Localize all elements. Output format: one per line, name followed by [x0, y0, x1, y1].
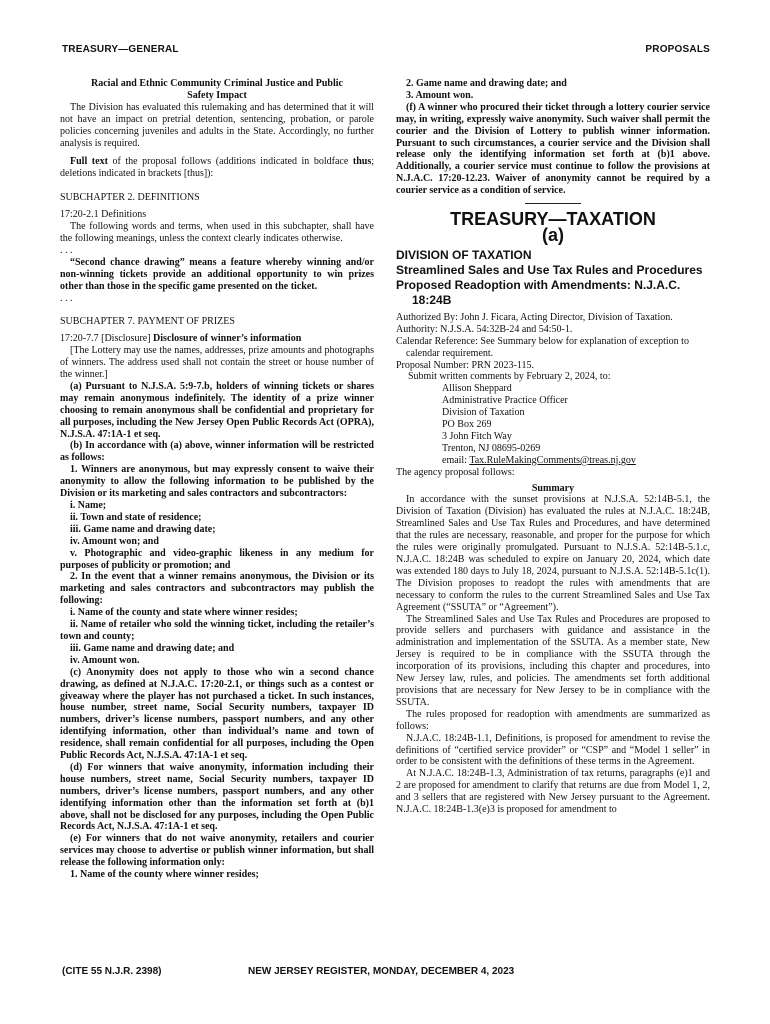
address-line: Trenton, NJ 08695-0269 [442, 442, 541, 454]
paragraph-b: (b) In accordance with (a) above, winner information will be restricted as follows: [60, 440, 374, 464]
email-line [396, 455, 710, 467]
full-text-end: ; deletions indicated in brackets [thus]): [60, 156, 374, 180]
section-divider [525, 203, 581, 204]
submit-comments: Submit written comments by February 2, 2024, to: [408, 371, 611, 383]
paragraph-a: (a) Pursuant to N.J.S.A. 5:9-7.b, holders of winning tickets or shares may remain anonymous indefinitely. The identity of a prize winner choosing to remain anonymous shall be confidential and proprietary for all purposes, including the New Jersey Open Public Records Act (OPRA), N.J.S.A. 47:1A-1 et seq. [60, 380, 374, 440]
subchapter-2-heading: SUBCHAPTER 2. DEFINITIONS [60, 192, 200, 204]
address-line: Administrative Practice Officer [442, 395, 568, 407]
list-item: ii. Town and state of residence; [70, 511, 202, 523]
summary-paragraph: In accordance with the sunset provisions at N.J.S.A. 52:14B-5.1, the Division of Taxation (Division) has evaluated the rules at N.J.A.C. 18:24B, Streamlined Sales and Use Tax Rules and Procedures, and have determined that the rules are necessary, reasonable, and proper for the purpose for which the rules were originally promulgated. Pursuant to N.J.S.A. 52:14B-5.1.c, N.J.A.C. 18:24B was scheduled to expire on January 20, 2024, which date was extended 180 days to July 18, 2024, pursuant to N.J.S.A. 52:14B-5.1c(1). The Division proposes to readopt the rules with amendments that are necessary to conform the rules to the current Streamlined Sales and Use Tax Agreement (“SSUTA” or “Agreement”). [396, 494, 710, 613]
paragraph-e: (e) For winners that do not waive anonymity, retailers and courier services may choose to advertise or publish winner information, but shall release the following information only: [60, 833, 374, 869]
full-text-label: Full text [70, 156, 108, 168]
section-2-1-heading: 17:20-2.1 Definitions [60, 209, 147, 221]
list-item: i. Name; [70, 500, 107, 511]
paragraph-d: (d) For winners that waive anonymity, information including their house numbers, street name, Social Security numbers, taxpayer ID numbers, driver’s license numbers, passport numbers, and any other identifying information other than the information set forth at (b)1 above, shall not be disclosed for any purposes, including the Open Public Records Act, N.J.S.A. 47:1A-1 et seq. [60, 761, 374, 833]
summary-paragraph: The Streamlined Sales and Use Tax Rules and Procedures are proposed to provide sellers and purchasers with guidance and assistance in the administration and implementation of the SSUTA. As a member state, New Jersey is required to be in compliance with the SSUTA through the incorporation of its provisions, including this chapter and procedures, into New Jersey law, rules, and policies. The amendments set forth additional provisions that are necessary for New Jersey to be in compliance with the SSUTA. [396, 613, 710, 708]
authority: Authority: N.J.S.A. 54:32B-24 and 54:50-1. [396, 323, 573, 335]
paragraph-e2: 2. Game name and drawing date; and [406, 78, 567, 89]
list-item: iv. Amount won. [70, 654, 140, 666]
proposal-number: Proposal Number: PRN 2023-115. [396, 359, 534, 371]
address-line: Allison Sheppard [442, 383, 512, 395]
notice-letter: (a) [542, 224, 564, 245]
summary-paragraph: At N.J.A.C. 18:24B-1.3, Administration of tax returns, paragraphs (e)1 and 2 are proposed for amendment to clarify that returns are due from Model 1, 2, and 3 sellers that are registered with New Jersey pursuant to the Agreement. N.J.A.C. 18:24B-1.3(e)3 is proposed for amendment to [396, 768, 710, 816]
address-line: PO Box 269 [442, 419, 492, 431]
address-line: Division of Taxation [442, 407, 525, 419]
section-7-7-title: Disclosure of winner’s information [153, 333, 302, 345]
bracketed-deletion: [The Lottery may use the names, addresses, prize amounts and photographs of winners. The address used shall not contain the street or house number of the winner.] [60, 345, 374, 381]
rules-title: Streamlined Sales and Use Tax Rules and Procedures [396, 262, 703, 277]
summary-paragraph: N.J.A.C. 18:24B-1.1, Definitions, is proposed for amendment to revise the definitions of “certified service provider” or “CSP” and “Model 1 seller” in order to be consistent with the definitions of these terms in the Agreement. [396, 732, 710, 768]
summary-paragraph: The rules proposed for readoption with amendments are summarized as follows: [396, 708, 710, 732]
section-7-7-prefix: 17:20-7.7 [Disclosure] [60, 333, 154, 345]
list-item: iii. Game name and drawing date; [70, 523, 216, 535]
footer-citation: (CITE 55 N.J.R. 2398) [62, 966, 162, 977]
agency-proposal-follows: The agency proposal follows: [396, 466, 515, 478]
full-text-note [60, 156, 374, 180]
email-label: email: [442, 454, 470, 466]
left-column [60, 78, 374, 881]
impact-text: The Division has evaluated this rulemaking and has determined that it will not have an impact on pretrial detention, sentencing, probation, or parole policies concerning juveniles and adults in the State. Accordingly, no further analysis is required. [60, 101, 374, 149]
ellipsis: . . . [60, 244, 73, 256]
footer-register-date: NEW JERSEY REGISTER, MONDAY, DECEMBER 4, 2023 [248, 966, 515, 977]
running-header-right: PROPOSALS [645, 44, 710, 55]
running-header-left: TREASURY—GENERAL [62, 44, 179, 55]
division-heading: DIVISION OF TAXATION [396, 247, 532, 262]
calendar-reference: Calendar Reference: See Summary below for explanation of exception to calendar requirement. [396, 335, 689, 359]
paragraph-e1: 1. Name of the county where winner resides; [70, 869, 259, 881]
second-chance-definition: “Second chance drawing” means a feature whereby winning and/or non-winning tickets provide an additional opportunity to win prizes other than those in the specific game presented on the ticket. [60, 256, 374, 292]
list-item: iv. Amount won; and [70, 535, 159, 547]
full-text-middle: of the proposal follows (additions indicated in boldface [107, 156, 353, 168]
impact-title: Racial and Ethnic Community Criminal Justice and Public Safety Impact [91, 78, 343, 101]
paragraph-f: (f) A winner who procured their ticket through a lottery courier service may, in writing, expressly waive anonymity. Such waiver shall permit the courier and the Division of Lottery to publish winner information. Pursuant to such circumstances, a courier service and the Division shall release only the identifying information set forth at (b)1 above. Additionally, a courier service must continue to follow the provisions at N.J.A.C. 17:20-12.23. Waiver of anonymity cannot be required by a courier service as a condition of service. [396, 101, 710, 197]
paragraph-c: (c) Anonymity does not apply to those who win a second chance drawing, as defined at N.J.A.C. 17:20-2.1, or things such as a contest or giveaway where the player has not purchased a ticket. In such instances, house number, street name, Social Security numbers, taxpayer ID numbers, driver’s license numbers, passport numbers, and any other identifying information, other than individual’s name and town of residence, shall remain confidential for all purposes, including the Open Public Records Act, N.J.S.A. 47:1A-1 et seq. [60, 666, 374, 762]
paragraph-b2: 2. In the event that a winner remains anonymous, the Division or its marketing and sales contractors and subcontractors may publish the following: [60, 571, 374, 607]
subchapter-7-heading: SUBCHAPTER 7. PAYMENT OF PRIZES [60, 316, 235, 328]
ellipsis: . . . [60, 292, 73, 304]
summary-heading: Summary [531, 482, 575, 494]
readoption-heading: Proposed Readoption with Amendments: N.J.A.C. 18:24B [396, 277, 681, 307]
email-link[interactable]: Tax.RuleMakingComments@treas.nj.gov [469, 454, 636, 466]
paragraph-e3: 3. Amount won. [406, 89, 474, 101]
authorized-by: Authorized By: John J. Ficara, Acting Director, Division of Taxation. [396, 311, 673, 323]
address-line: 3 John Fitch Way [442, 430, 512, 442]
list-item: i. Name of the county and state where winner resides; [70, 607, 298, 619]
definitions-intro: The following words and terms, when used in this subchapter, shall have the following meanings, unless the context clearly indicates otherwise. [60, 221, 374, 244]
right-column [396, 78, 710, 816]
paragraph-b1: 1. Winners are anonymous, but may expressly consent to waive their anonymity to allow the following information to be published by the Division or its marketing and sales contractors and subcontractors: [60, 464, 374, 500]
list-item: iii. Game name and drawing date; and [70, 642, 235, 654]
section-7-7-heading [60, 333, 374, 345]
list-item: v. Photographic and video-graphic likeness in any medium for purposes of publicity or promotion; and [60, 547, 374, 571]
agency-heading: TREASURY—TAXATION [450, 209, 656, 230]
full-text-thus: thus [352, 156, 372, 168]
list-item: ii. Name of retailer who sold the winning ticket, including the retailer’s town and county; [60, 619, 374, 642]
